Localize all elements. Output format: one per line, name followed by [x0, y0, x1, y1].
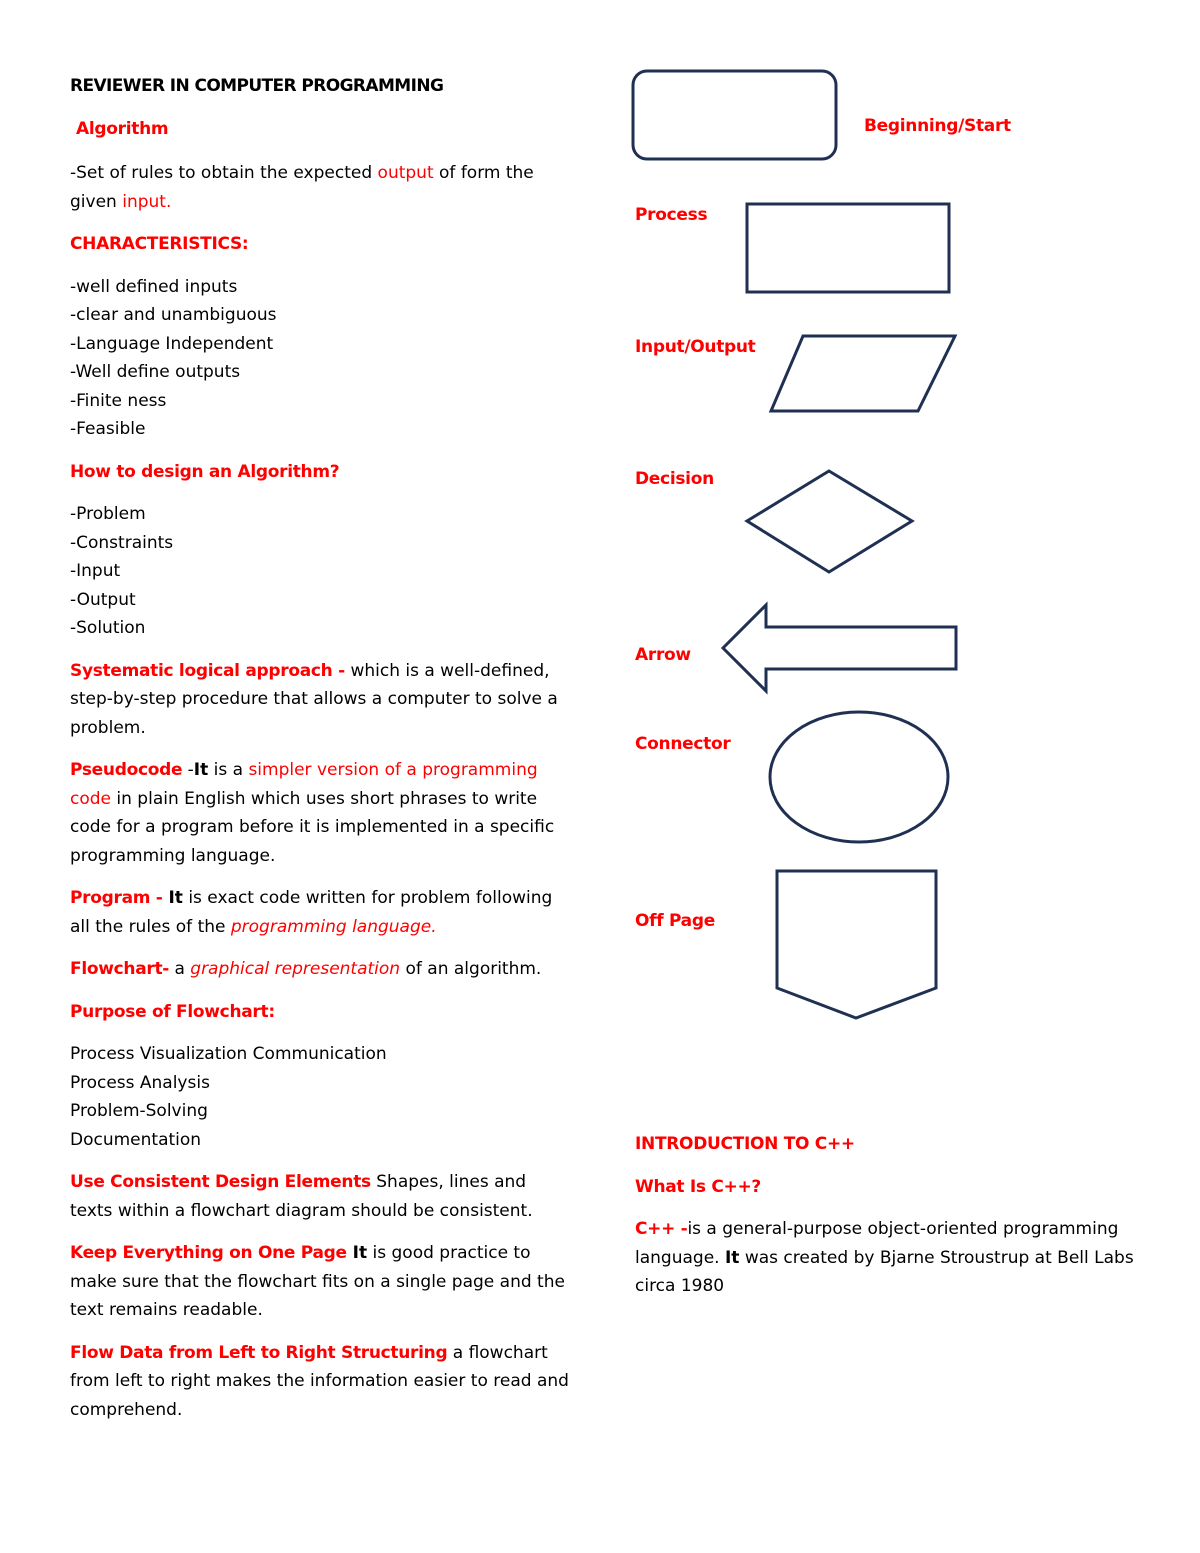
list-item: -well defined inputs [70, 276, 238, 297]
design-list [70, 500, 570, 643]
program-term: Program - [70, 888, 163, 908]
characteristics-heading: CHARACTERISTICS: [70, 234, 249, 254]
flowchart-text-1: a [169, 959, 191, 979]
cpp-section [635, 1130, 1135, 1301]
page-title: REVIEWER IN COMPUTER PROGRAMMING [70, 76, 444, 96]
cpp-it: It [724, 1247, 740, 1268]
start-label: Beginning/Start [864, 116, 1011, 136]
cpp-text-1: is a general-purpose object-oriented programming language. [635, 1219, 1119, 1268]
connector-label: Connector [635, 734, 731, 754]
list-item: Documentation [70, 1129, 202, 1150]
list-item: -Feasible [70, 419, 146, 439]
left-right-term: Flow Data from Left to Right Structuring [70, 1342, 448, 1363]
systematic-text: which is a well-defined, step-by-step procedure that allows a computer to solve a problem. [70, 660, 558, 738]
offpage-label: Off Page [635, 911, 715, 931]
list-item: -Solution [70, 618, 146, 638]
list-item: Process Analysis [70, 1072, 210, 1093]
connector-symbol [766, 708, 952, 846]
left-right-text: a flowchart from left to right makes the information easier to read and comprehend. [70, 1342, 569, 1420]
list-item: -Input [70, 561, 121, 581]
decision-label: Decision [635, 469, 714, 489]
consistent-term: Use Consistent Design Elements [70, 1172, 371, 1192]
arrow-symbol [720, 602, 962, 696]
list-item: -Problem [70, 504, 146, 524]
list-item: Process Visualization Communication [70, 1044, 387, 1064]
algorithm-def-input: input. [122, 191, 172, 212]
pseudocode-term: Pseudocode [70, 760, 183, 780]
one-page-paragraph [70, 1239, 570, 1325]
list-item: -Output [70, 589, 136, 610]
list-item: Problem-Solving [70, 1101, 208, 1121]
algorithm-definition [70, 159, 570, 216]
program-text: is exact code written for problem following all the rules of the [70, 888, 553, 937]
program-it: It [162, 888, 183, 908]
consistent-text: Shapes, lines and texts within a flowchart diagram should be consistent. [70, 1172, 533, 1221]
terminal-symbol [630, 68, 840, 162]
arrow-label: Arrow [635, 645, 691, 665]
list-item: -Language Independent [70, 333, 274, 354]
cpp-text-2: was created by Bjarne Stroustrup at Bell Labs circa 1980 [635, 1247, 1134, 1296]
pseudocode-text-1: is a [208, 760, 249, 780]
one-page-it: It [346, 1243, 368, 1263]
flowchart-highlight: graphical representation [190, 959, 401, 979]
process-symbol [745, 202, 953, 296]
program-highlight: programming language. [230, 916, 437, 937]
design-heading: How to design an Algorithm? [70, 461, 340, 482]
algorithm-def-part-1: -Set of rules to obtain the expected [70, 163, 378, 183]
list-item: -Well define outputs [70, 362, 241, 382]
left-column [70, 72, 570, 1424]
purpose-list [70, 1040, 570, 1154]
cpp-heading: INTRODUCTION TO C++ [635, 1134, 855, 1154]
purpose-heading: Purpose of Flowchart: [70, 1001, 275, 1022]
pseudocode-dash: - [182, 760, 194, 780]
io-label: Input/Output [635, 337, 756, 357]
io-symbol [768, 333, 960, 415]
characteristics-list [70, 273, 570, 444]
consistent-paragraph [70, 1168, 570, 1225]
flowchart-paragraph [70, 955, 570, 984]
systematic-paragraph [70, 657, 570, 743]
algorithm-def-output: output [377, 163, 434, 183]
decision-symbol [744, 468, 916, 576]
cpp-question: What Is C++? [635, 1176, 761, 1197]
pseudocode-text-2: in plain English which uses short phrases to write code for a program before it is implemented in a specific programming language. [70, 788, 555, 866]
list-item: -Constraints [70, 532, 174, 553]
process-label: Process [635, 205, 708, 225]
cpp-term: C++ - [635, 1219, 688, 1239]
one-page-term: Keep Everything on One Page [70, 1243, 347, 1263]
one-page-text: is good practice to make sure that the flowchart fits on a single page and the text remains readable. [70, 1243, 565, 1320]
flowchart-term: Flowchart- [70, 959, 170, 979]
cpp-paragraph [635, 1215, 1135, 1301]
program-paragraph [70, 884, 570, 941]
list-item: -clear and unambiguous [70, 305, 277, 325]
algorithm-heading: Algorithm [76, 118, 169, 139]
pseudocode-paragraph [70, 756, 570, 870]
left-right-paragraph [70, 1339, 570, 1425]
algorithm-def-part-2: of form the given [70, 163, 534, 212]
flowchart-text-2: of an algorithm. [400, 959, 542, 979]
systematic-term: Systematic logical approach - [70, 660, 351, 681]
pseudocode-highlight: simpler version of a programming code [70, 760, 538, 809]
list-item: -Finite ness [70, 390, 167, 411]
pseudocode-it: It [193, 760, 209, 780]
offpage-symbol [774, 868, 940, 1022]
